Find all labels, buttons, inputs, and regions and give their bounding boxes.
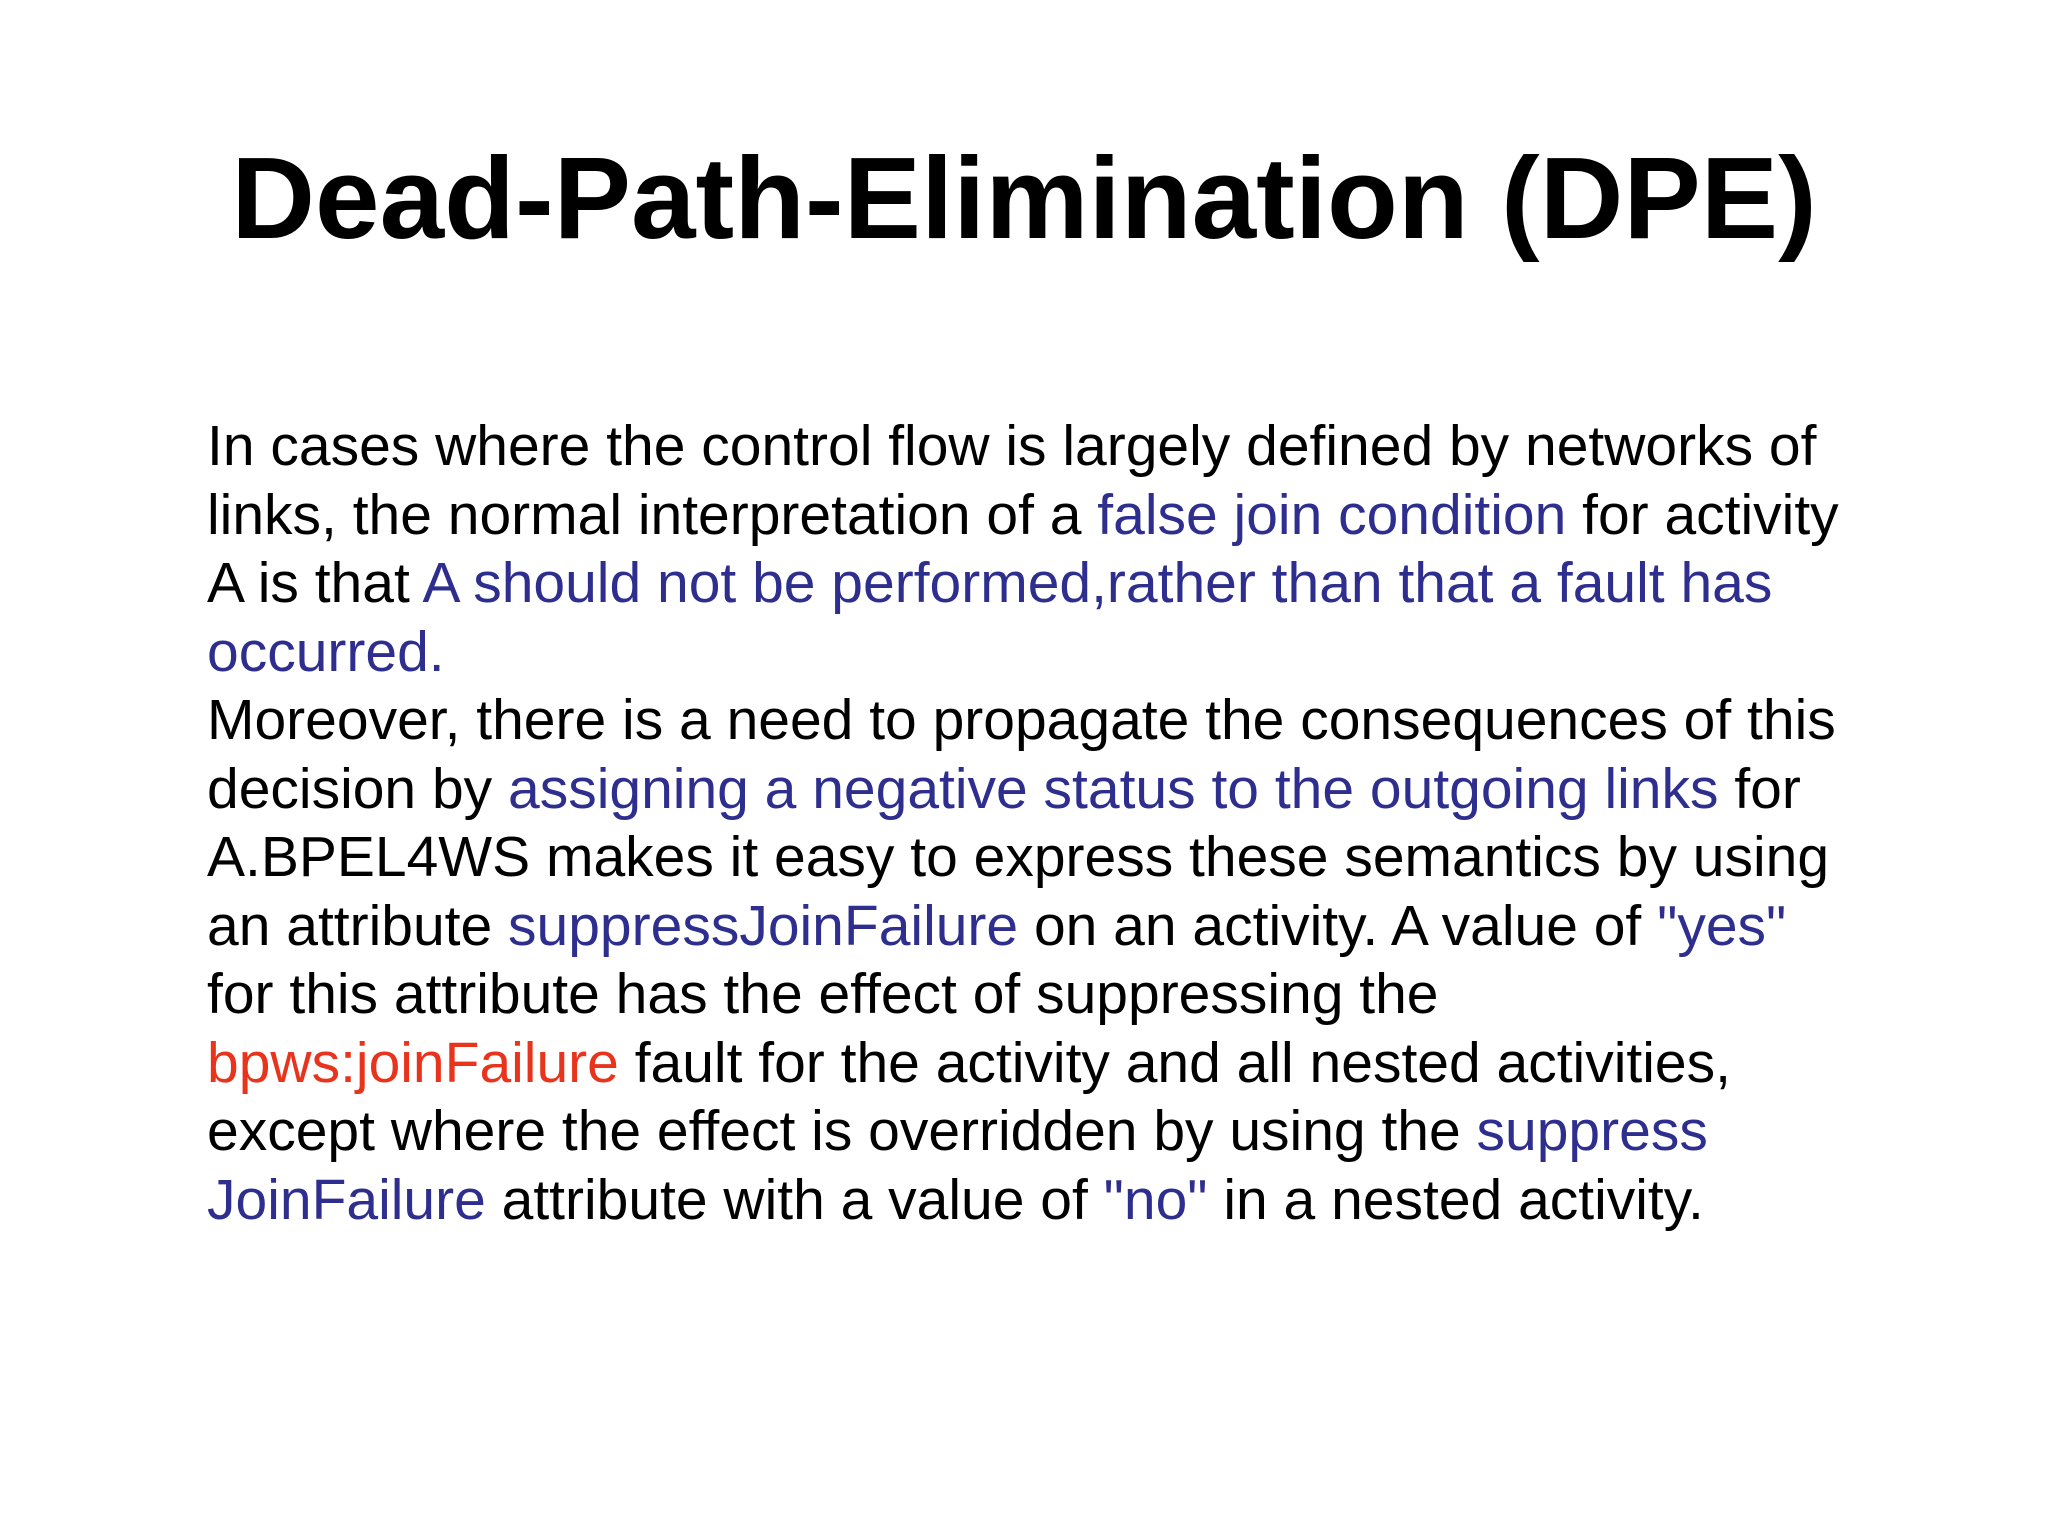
- body-line: [207, 618, 1897, 687]
- body-line: [207, 892, 1897, 961]
- highlighted-term: false join condition: [1097, 482, 1567, 547]
- body-text-run: an attribute: [207, 893, 509, 958]
- body-line: [207, 1029, 1897, 1098]
- body-text-run: In cases where the control flow is largely defined by networks of: [207, 414, 1817, 478]
- highlighted-term: occurred.: [207, 619, 445, 684]
- body-text-run: except where the effect is overridden by using the: [207, 1099, 1477, 1163]
- slide-title: Dead-Path-Elimination (DPE): [231, 133, 1817, 263]
- body-line: [207, 1166, 1897, 1235]
- highlighted-term: assigning a negative status to the outgoing links: [508, 756, 1719, 821]
- body-text-run: decision by: [207, 756, 509, 821]
- body-text-run: in a nested activity.: [1207, 1167, 1704, 1232]
- body-line: [207, 823, 1897, 892]
- body-text-run: for activity: [1566, 482, 1839, 547]
- body-line: [207, 549, 1897, 618]
- highlighted-term: suppress: [1476, 1099, 1708, 1163]
- body-text-run: attribute with a value of: [485, 1167, 1104, 1232]
- body-text-run: A is that: [207, 551, 423, 615]
- body-text-run: for this attribute has the effect of suppressing the: [207, 962, 1439, 1026]
- highlighted-term: A should not be performed,rather than that a fault has: [422, 551, 1773, 615]
- highlighted-term: suppressJoinFailure: [508, 893, 1019, 958]
- body-line: [207, 755, 1897, 824]
- highlighted-term: JoinFailure: [207, 1167, 486, 1232]
- slide-body-text: [207, 412, 1897, 1234]
- body-line: [207, 412, 1897, 481]
- body-line: [207, 481, 1897, 550]
- body-text-run: for: [1718, 756, 1801, 821]
- body-text-run: Moreover, there is a need to propagate the consequences of this: [207, 688, 1836, 752]
- highlighted-term: "no": [1103, 1167, 1208, 1232]
- body-text-run: on an activity. A value of: [1018, 893, 1658, 958]
- body-text-run: links, the normal interpretation of a: [207, 482, 1098, 547]
- body-line: [207, 686, 1897, 755]
- highlighted-fault-name: bpws:joinFailure: [207, 1030, 619, 1095]
- highlighted-term: "yes": [1657, 893, 1787, 958]
- body-line: [207, 1097, 1897, 1166]
- body-line: [207, 960, 1897, 1029]
- body-text-run: A.BPEL4WS makes it easy to express these semantics by using: [207, 825, 1830, 889]
- body-text-run: fault for the activity and all nested activities,: [618, 1030, 1731, 1095]
